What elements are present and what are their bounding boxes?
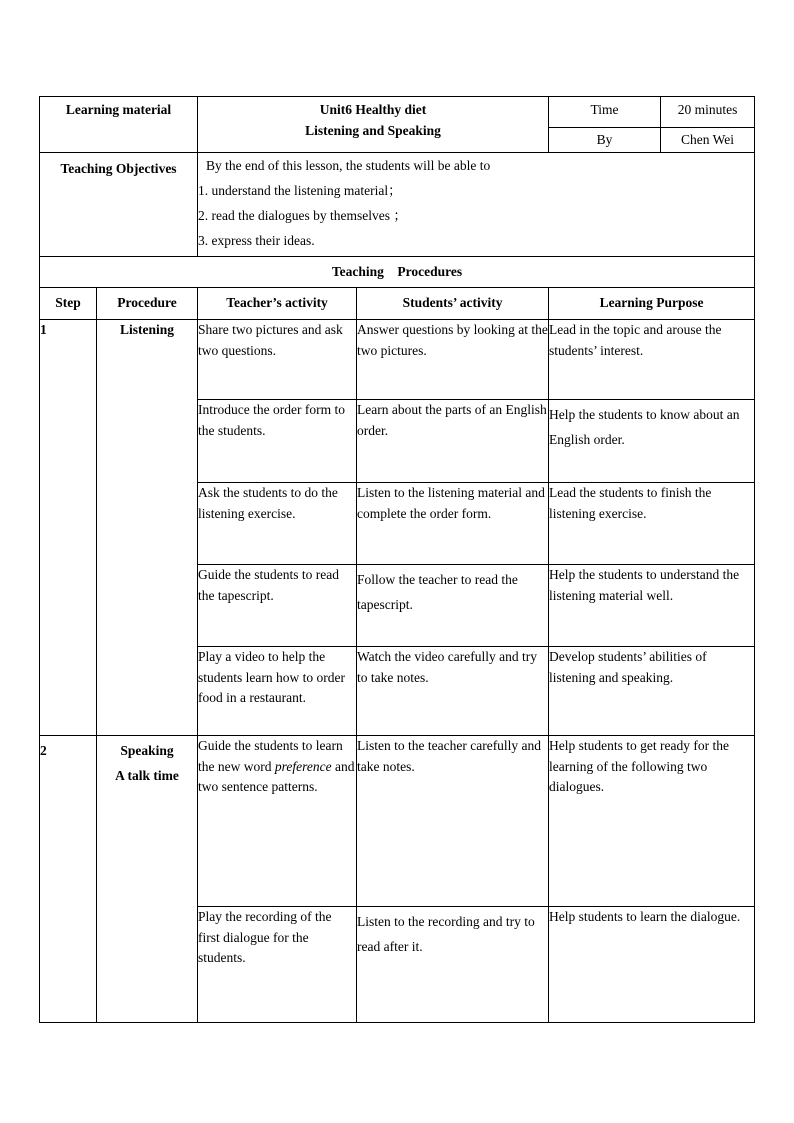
- objectives-label: Teaching Objectives: [40, 153, 198, 257]
- learning-material-label: Learning material: [40, 97, 198, 153]
- learning-purpose: Develop students’ abilities of listening and speaking.: [549, 647, 755, 736]
- students-activity: Follow the teacher to read the tapescript.: [357, 565, 549, 647]
- table-row: [40, 320, 755, 400]
- header-row-1: [40, 97, 755, 128]
- teacher-activity: Guide the students to read the tapescript.: [198, 565, 357, 647]
- column-header-procedure: Procedure: [97, 288, 198, 320]
- unit-subtitle: Listening and Speaking: [305, 122, 441, 138]
- objectives-row: [40, 153, 755, 257]
- procedures-title-row: [40, 257, 755, 288]
- procedure-subname-text: A talk time: [115, 767, 179, 783]
- teacher-activity-text: and two sentence patterns.: [198, 758, 355, 794]
- procedures-section-title: Teaching Procedures: [40, 257, 755, 288]
- learning-purpose: Lead the students to finish the listening exercise.: [549, 483, 755, 565]
- teacher-activity: Share two pictures and ask two questions.: [198, 320, 357, 400]
- teacher-activity: Introduce the order form to the students.: [198, 400, 357, 483]
- column-header-row: [40, 288, 755, 320]
- students-activity: Learn about the parts of an English order.: [357, 400, 549, 483]
- column-header-students: Students’ activity: [357, 288, 549, 320]
- learning-purpose: Help students to get ready for the learning of the following two dialogues.: [549, 736, 755, 907]
- by-value: Chen Wei: [661, 128, 755, 153]
- column-header-purpose: Learning Purpose: [549, 288, 755, 320]
- unit-title-cell: [198, 97, 549, 153]
- unit-title: Unit6 Healthy diet: [319, 102, 427, 117]
- learning-purpose: Help the students to know about an English order.: [549, 400, 755, 483]
- students-activity: Answer questions by looking at the two pictures.: [357, 320, 549, 400]
- column-header-teacher: Teacher’s activity: [198, 288, 357, 320]
- teacher-activity: Play a video to help the students learn how to order food in a restaurant.: [198, 647, 357, 736]
- procedure-name: [97, 736, 198, 1023]
- procedure-name-text: Speaking: [120, 743, 174, 758]
- objective-item: 2. read the dialogues by themselves ；: [198, 208, 407, 223]
- learning-purpose: Lead in the topic and arouse the students’ interest.: [549, 320, 755, 400]
- lesson-plan-table: [39, 96, 755, 1023]
- objective-item: 1. understand the listening material；: [198, 183, 402, 198]
- objectives-content: [198, 153, 755, 257]
- step-number: 2: [40, 736, 97, 1023]
- teacher-activity: Play the recording of the first dialogue for the students.: [198, 907, 357, 1023]
- table-row: [40, 736, 755, 907]
- by-label: By: [549, 128, 661, 153]
- procedure-name-text: Listening: [120, 322, 175, 337]
- objectives-intro: By the end of this lesson, the students will be able to: [206, 158, 491, 173]
- students-activity: Listen to the recording and try to read after it.: [357, 907, 549, 1023]
- students-activity: Watch the video carefully and try to take notes.: [357, 647, 549, 736]
- teacher-activity: Ask the students to do the listening exercise.: [198, 483, 357, 565]
- procedure-name: [97, 320, 198, 736]
- learning-purpose: Help the students to understand the listening material well.: [549, 565, 755, 647]
- teacher-activity: [198, 736, 357, 907]
- time-value: 20 minutes: [661, 97, 755, 128]
- time-label: Time: [549, 97, 661, 128]
- students-activity: Listen to the teacher carefully and take notes.: [357, 736, 549, 907]
- new-word: preference: [274, 758, 332, 774]
- column-header-step: Step: [40, 288, 97, 320]
- students-activity: Listen to the listening material and complete the order form.: [357, 483, 549, 565]
- objective-item: 3. express their ideas.: [198, 233, 315, 248]
- teacher-activity-text: Guide the students to learn the new word: [198, 738, 343, 774]
- step-number: 1: [40, 320, 97, 736]
- learning-purpose: Help students to learn the dialogue.: [549, 907, 755, 1023]
